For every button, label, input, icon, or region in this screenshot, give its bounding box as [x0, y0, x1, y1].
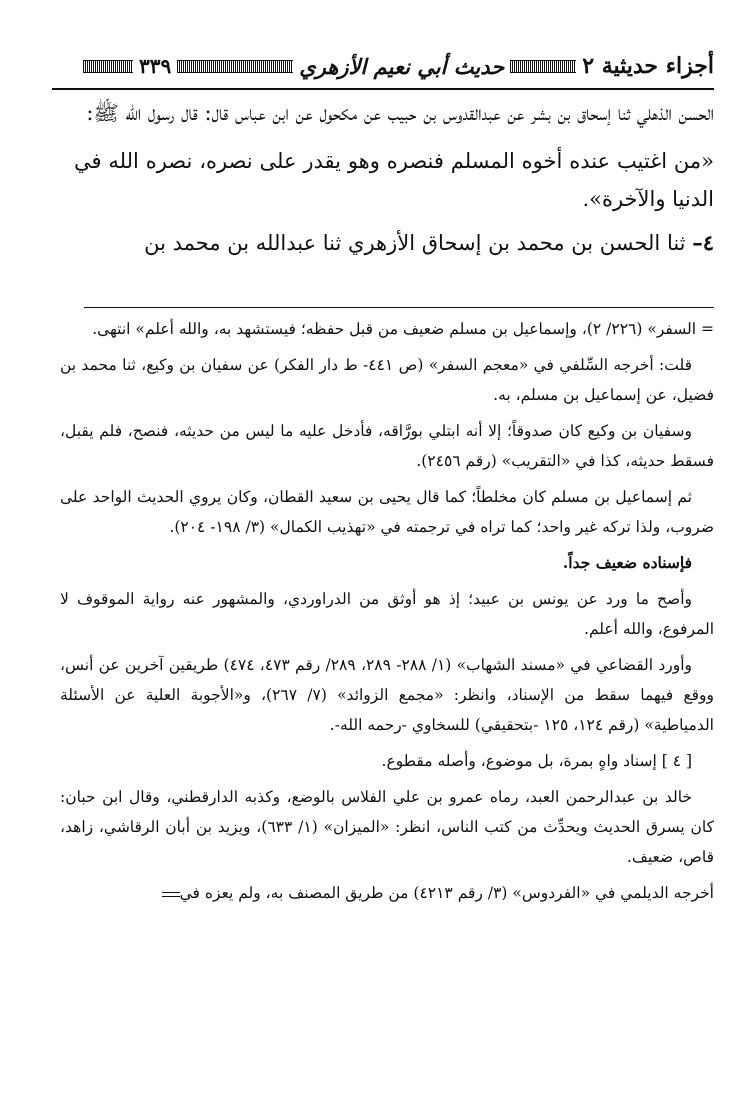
header-ornament-left [83, 60, 133, 73]
header-rule [52, 88, 714, 90]
main-text [74, 94, 714, 262]
footnote-paragraph: ثم إسماعيل بن مسلم كان مخلطاً؛ كما قال يحيى بن سعيد القطان، وكان يروي الحديث الواحد على ضروب، ولذا تركه غير واحد؛ كما تراه في ترجمته في «تهذيب الكمال» (٣/ ١٩٨- ٢٠٤). [60, 488, 714, 536]
footnote-verdict: فإسناده ضعيف جداً. [562, 553, 692, 572]
footnote-last-line: أخرجه الديلمي في «الفردوس» (٣/ رقم ٤٢١٣) من طريق المصنف به، ولم يعزه في [179, 884, 714, 902]
header-ornament-right [510, 60, 576, 73]
footnote-paragraph: قلت: أخرجه السِّلفي في «معجم السفر» (ص ٤٤١- ط دار الفكر) عن سفيان بن وكيع، ثنا محمد بن فضيل، عن إسماعيل بن مسلم، به. [60, 356, 714, 404]
hadith-4-start [74, 224, 714, 262]
footnote-paragraph: وسفيان بن وكيع كان صدوقاً؛ إلا أنه ابتلي بورَّاقه، فأدخل عليه ما ليس من حديثه، فنصح، فلم يقبل، فسقط حديثه، كذا في «التقريب» (رقم ٢٤٥٦). [60, 422, 714, 470]
footnote-separator [84, 307, 714, 308]
footnote-item-label: [ ٤ ] [661, 752, 692, 770]
footnote-paragraph: = السفر» (٢٢٦/ ٢)، وإسماعيل بن مسلم ضعيف من قبل حفظه؛ فيستشهد به، والله أعلم» انتهى. [92, 320, 714, 338]
footnote-paragraph: خالد بن عبدالرحمن العبد، رماه عمرو بن علي الفلاس بالوضع، وكذبه الدارقطني، وقال ابن حبان: كان يسرق الحديث ويحدِّث من كتب الناس، انظر: «الميزان» (١/ ٦٣٣)، ويزيد بن أبان الرقاشي، زاهد، قاص، ضعيف. [60, 788, 714, 866]
footnote-item-4 [60, 746, 714, 776]
header-ornament-middle [177, 60, 293, 73]
chain-of-narration: الحسن الذهلي ثنا إسحاق بن بشر عن عبدالقدوس بن حبيب عن مكحول عن ابن عباس قال: قال رسول الله ﷺ: [86, 101, 714, 125]
footnote-continued [60, 878, 714, 908]
continuation-mark [162, 892, 180, 897]
running-header [52, 46, 714, 86]
footnote-paragraph: وأصح ما ورد عن يونس بن عبيد؛ إذ هو أوثق من الدراوردي، والمشهور عنه رواية الموقوف لا المرفوع، والله أعلم. [60, 590, 714, 638]
hadith-4-chain: ثنا الحسن بن محمد بن إسحاق الأزهري ثنا عبدالله بن محمد بن [144, 231, 686, 255]
hadith-number: ٤– [692, 230, 714, 255]
hadith-text: «من اغتيب عنده أخوه المسلم فنصره وهو يقدر على نصره، نصره الله في الدنيا والآخرة». [74, 149, 714, 211]
footnote-paragraph: وأورد القضاعي في «مسند الشهاب» (١/ ٢٨٨- ٢٨٩، ٢٨٩/ رقم ٤٧٣، ٤٧٤) طريقين آخرين عن أنس، ووقع فيهما سقط من الإسناد، وانظر: «مجمع الزوائد» (٧/ ٢٦٧)، و«الأجوبة العلية عن الأسئلة الدمياطية» (رقم ١٢٤، ١٢٥ -بتحقيقي) للسخاوي -رحمه الله-. [60, 656, 714, 734]
book-title: أجزاء حديثية ٢ [582, 53, 714, 79]
footnote-item-verdict: إسناد واهٍ بمرة، بل موضوع، وأصله مقطوع. [381, 752, 657, 770]
footnotes [60, 314, 714, 914]
part-title: حديث أبي نعيم الأزهري [299, 53, 505, 79]
page-number: ٣٣٩ [139, 54, 172, 78]
